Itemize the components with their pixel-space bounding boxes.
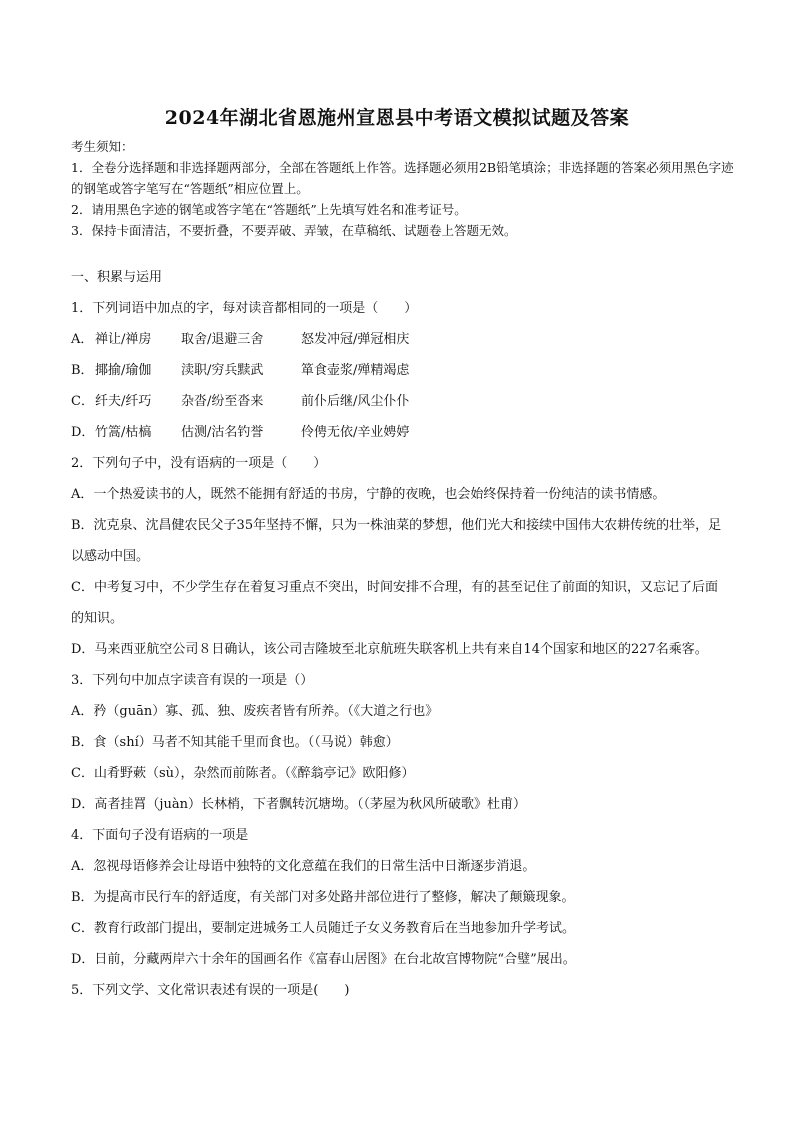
notice-item: 1．全卷分选择题和非选择题两部分，全部在答题纸上作答。选择题必须用2B铅笔填涂；非选择题的答案必须用黑色字迹的钢笔或答字笔写在“答题纸”相应位置上。 <box>71 160 734 196</box>
option-word: 禅让/禅房 <box>95 332 152 347</box>
option-word: 前仆后继/风尘仆仆 <box>301 394 410 409</box>
question-1-option-b <box>71 355 730 386</box>
question-1-option-c <box>71 386 730 417</box>
notice-heading: 考生须知： <box>71 139 134 154</box>
question-3-stem: 3．下列句中加点字读音有误的一项是（） <box>71 673 314 688</box>
option-word: 取舍/退避三舍 <box>181 332 264 347</box>
option-word: 伶俜无依/辛业娉婷 <box>301 425 410 440</box>
candidate-notice <box>71 136 734 241</box>
option-word: 竹篙/枯槁 <box>95 425 152 440</box>
option-word: 估测/沽名钓誉 <box>181 425 264 440</box>
question-2-option-d: D．马来西亚航空公司８日确认，该公司吉隆坡至北京航班失联客机上共有来自14个国家和地区的227名乘客。 <box>71 642 708 657</box>
question-4-stem: 4．下面句子没有语病的一项是 <box>71 828 249 843</box>
option-label: A． <box>71 332 94 347</box>
question-4-option-d: D．日前，分藏两岸六十余年的国画名作《富春山居图》在台北故宫博物院“合璧”展出。 <box>71 952 576 967</box>
section-heading: 一、积累与运用 <box>71 270 163 285</box>
question-1-option-a <box>71 324 730 355</box>
question-5-stem: 5．下列文学、文化常识表述有误的一项是( ) <box>71 983 350 998</box>
question-2-option-c: C．中考复习中，不少学生存在着复习重点不突出，时间安排不合理，有的甚至记住了前面的知识，又忘记了后面的知识。 <box>71 580 718 626</box>
question-2-stem: 2．下列句子中，没有语病的一项是（ ） <box>71 456 327 471</box>
option-label: C． <box>71 394 94 409</box>
question-3-option-a: A．矜（guān）寡、孤、独、废疾者皆有所养。（《大道之行也》 <box>71 704 439 719</box>
option-word: 杂沓/纷至沓来 <box>181 394 264 409</box>
page-title: 2024年湖北省恩施州宣恩县中考语文模拟试题及答案 <box>164 107 630 129</box>
exam-body <box>71 262 730 1006</box>
notice-item: 2．请用黑色字迹的钢笔或答字笔在“答题纸”上先填写姓名和准考证号。 <box>71 202 467 217</box>
option-word: 怒发冲冠/弹冠相庆 <box>301 332 410 347</box>
option-word: 渎职/穷兵黩武 <box>181 363 264 378</box>
question-3-option-d: D．高者挂罥（juàn）长林梢，下者飘转沉塘坳。（（茅屋为秋风所破歌》杜甫） <box>71 797 526 812</box>
option-word: 纤夫/纤巧 <box>95 394 152 409</box>
option-word: 揶揄/瑜伽 <box>95 363 152 378</box>
question-1-stem: 1．下列词语中加点的字，每对读音都相同的一项是（ ） <box>71 301 418 316</box>
option-word: 箪食壶浆/殚精竭虑 <box>301 363 410 378</box>
option-label: D． <box>71 425 95 440</box>
question-3-option-c: C．山肴野蔌（sù），杂然而前陈者。（《醉翁亭记》欧阳修） <box>71 766 415 781</box>
question-2-option-b: B．沈克泉、沈昌健农民父子35年坚持不懈，只为一株油菜的梦想，他们光大和接续中国伟大农耕传统的壮举，足以感动中国。 <box>71 518 722 564</box>
question-3-option-b: B．食（shí）马者不知其能千里而食也。（（马说）韩愈） <box>71 735 399 750</box>
question-1-option-d <box>71 417 730 448</box>
question-2-option-a: A．一个热爱读书的人，既然不能拥有舒适的书房，宁静的夜晚，也会始终保持着一份纯洁的读书情感。 <box>71 487 666 502</box>
notice-item: 3．保持卡面清洁，不要折叠，不要弄破、弄皱，在草稿纸、试题卷上答题无效。 <box>71 223 517 238</box>
question-4-option-c: C．教育行政部门提出，要制定进城务工人员随迁子女义务教育后在当地参加升学考试。 <box>71 921 575 936</box>
option-label: B． <box>71 363 94 378</box>
question-4-option-a: A．忽视母语修养会让母语中独特的文化意蕴在我们的日常生活中日渐逐步消退。 <box>71 859 536 874</box>
question-4-option-b: B．为提高市民行车的舒适度，有关部门对多处路井部位进行了整修，解决了颠簸现象。 <box>71 890 575 905</box>
